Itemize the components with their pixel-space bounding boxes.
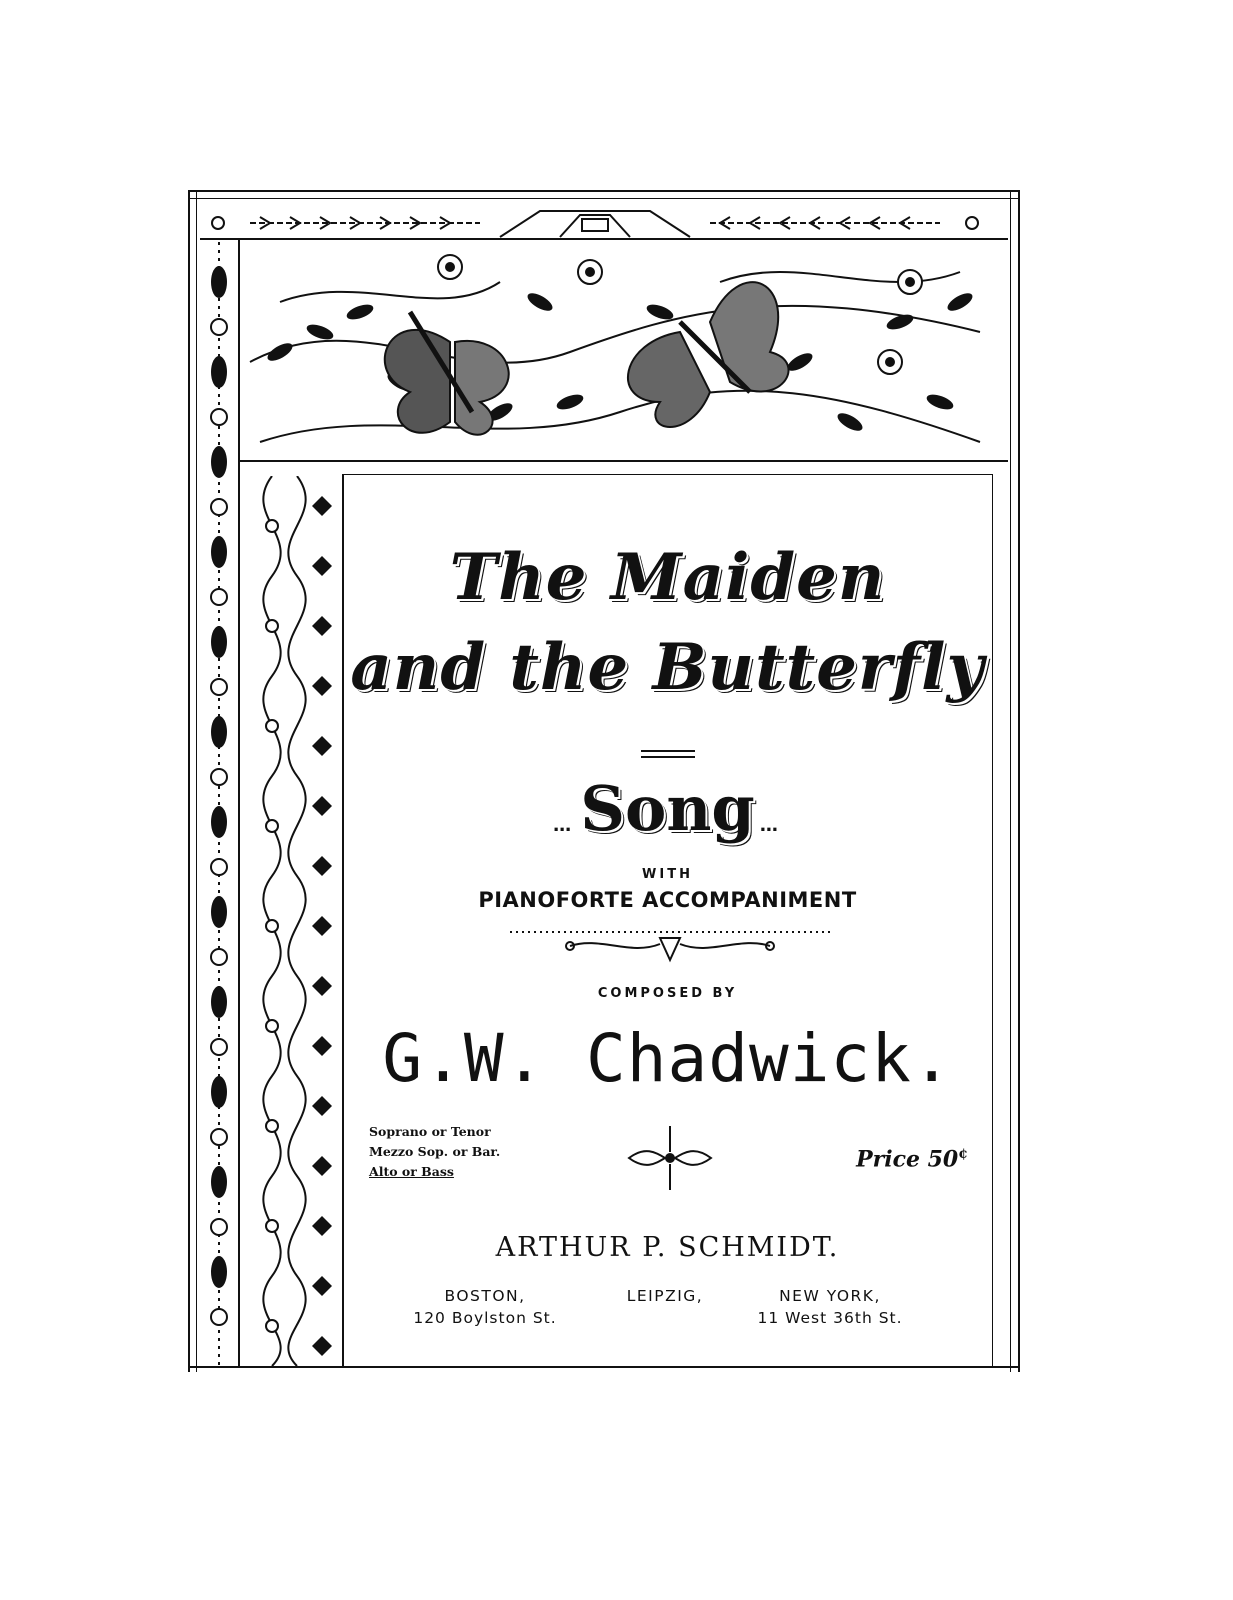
genre-dots-left: … xyxy=(553,815,576,836)
vine-border-icon xyxy=(242,476,342,1366)
genre-dots-right: … xyxy=(759,815,782,836)
voice-option: Mezzo Sop. or Bar. xyxy=(369,1144,501,1159)
center-ornament-icon xyxy=(625,1122,715,1194)
city-address: 11 West 36th St. xyxy=(757,1309,903,1327)
title-line-2: and the Butterfly xyxy=(350,630,985,705)
city-name: LEIPZIG, xyxy=(626,1287,704,1305)
publisher-name: ARTHUR P. SCHMIDT. xyxy=(495,1232,840,1263)
city-name: NEW YORK, xyxy=(779,1287,881,1305)
voice-option: Soprano or Tenor xyxy=(369,1124,491,1139)
city-name: BOSTON, xyxy=(444,1287,526,1305)
with-label: WITH xyxy=(642,867,693,882)
composed-by-label: COMPOSED BY xyxy=(597,986,738,1001)
price-label xyxy=(856,1146,968,1172)
voice-option: Alto or Bass xyxy=(369,1164,454,1179)
genre-line xyxy=(345,772,990,845)
price-unit: ¢ xyxy=(958,1146,968,1162)
title-line-1: The Maiden xyxy=(449,540,886,615)
publisher-city-boston xyxy=(405,1285,565,1329)
flourish-divider-icon xyxy=(510,926,830,966)
title-divider xyxy=(345,750,990,758)
publisher-city-leipzig xyxy=(600,1285,730,1307)
accompaniment-label: PIANOFORTE ACCOMPANIMENT xyxy=(478,888,857,912)
title-panel xyxy=(345,480,990,1365)
left-ornamental-border-icon xyxy=(200,242,238,1367)
price-value: Price 50 xyxy=(856,1146,959,1173)
genre-title: Song xyxy=(580,772,755,845)
city-address: 120 Boylston St. xyxy=(413,1309,557,1327)
flowers-and-butterflies-icon xyxy=(240,242,990,464)
publisher-city-new-york xyxy=(750,1285,910,1329)
composer-name: G.W. Chadwick. xyxy=(382,1020,953,1097)
top-ornament-band-icon xyxy=(200,207,990,240)
voice-list xyxy=(369,1122,500,1182)
